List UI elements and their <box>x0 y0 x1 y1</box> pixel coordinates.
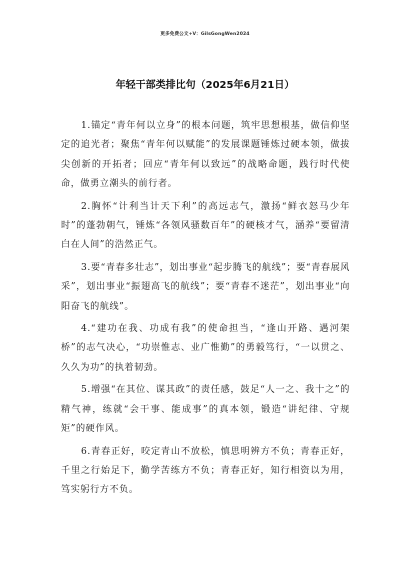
paragraph-2: 2.胸怀“计利当计天下利”的高远志气，激扬“鲜衣怒马少年时”的蓬勃朝气，锤炼“各领风骚数百年”的硬核才气，涵养“要留清白在人间”的浩然正气。 <box>61 201 350 251</box>
document-body <box>61 117 350 504</box>
header-note: 更多免费公文+V：GilsGongWen2024 <box>160 32 250 37</box>
paragraph-1: 1.锚定“青年何以立身”的根本问题，筑牢思想根基，做信仰坚定的追光者；聚焦“青年何以赋能”的发展课题锤炼过硬本领，做拔尖创新的开拓者；回应“青年何以致远”的战略命题，践行时代使命，做勇立潮头的前行者。 <box>61 121 350 190</box>
paragraph-5: 5.增强“在其位、谋其政”的责任感，鼓足“人一之、我十之”的精气神，练就“会干事、能成事”的真本领，锻造“讲纪律、守规矩”的硬作风。 <box>61 385 350 435</box>
paragraph-6: 6.青春正好，咬定青山不放松，慎思明辨方不负；青春正好，千里之行始足下，勤学苦练方不负；青春正好，知行相资以为用，笃实躬行方不负。 <box>61 446 350 496</box>
paragraph-4: 4.“建功在我、功成有我”的使命担当，“逢山开路、遇河架桥”的志气决心，“功崇惟志、业广惟勤”的勇毅笃行，“一以贯之、久久为功”的执着韧劲。 <box>61 324 350 373</box>
paragraph-3: 3.要“青春多壮志”，划出事业“起步腾飞的航线”；要“青春展风采”，划出事业“振翅高飞的航线”；要“青春不迷茫”，划出事业“向阳奋飞的航线”。 <box>61 262 350 312</box>
document-title: 年轻干部类排比句（2025年6月21日） <box>115 80 295 91</box>
